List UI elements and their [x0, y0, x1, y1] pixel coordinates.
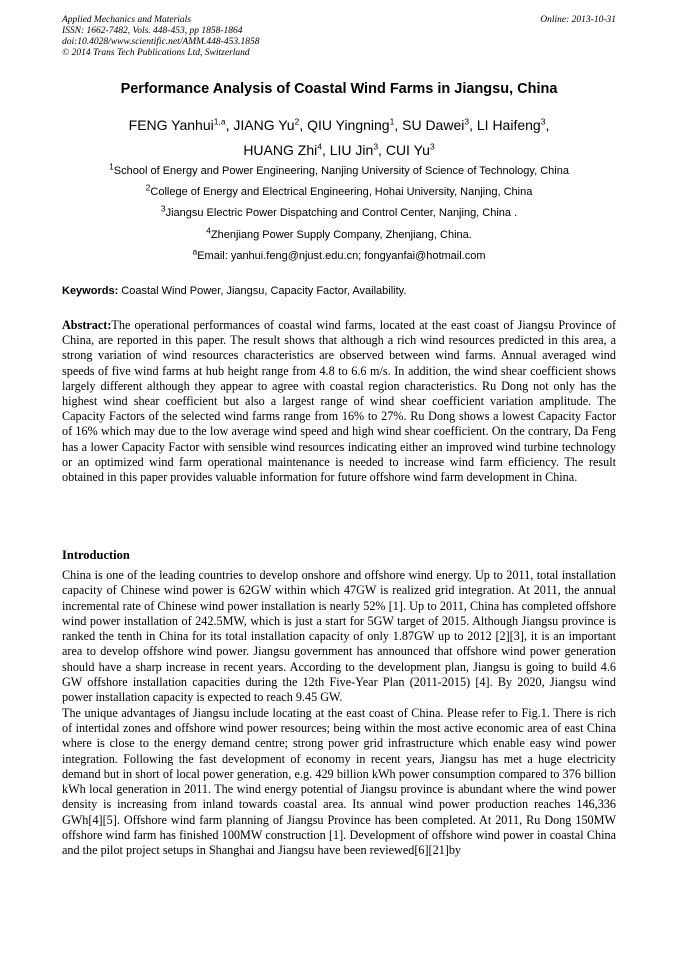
copyright-line: © 2014 Trans Tech Publications Ltd, Switzerland [62, 48, 250, 58]
author-line-2: HUANG Zhi$^4$, LIU Jin$^3$, CUI Yu$^3$ [243, 141, 435, 158]
affiliation-sup: 1 [109, 161, 114, 172]
author-sup: 4 [317, 141, 322, 152]
affiliation-3 [0, 203, 678, 219]
author-sup: 1 [389, 116, 395, 127]
affiliation-1 [0, 161, 678, 177]
journal-header [62, 15, 616, 59]
affiliation-text: School of Energy and Power Engineering, Nanjing University of Science of Technology, China [113, 165, 569, 177]
journal-name: Applied Mechanics and Materials [62, 15, 192, 25]
paper-title: Performance Analysis of Coastal Wind Farms in Jiangsu, China [120, 81, 558, 97]
paragraph: China is one of the leading countries to develop onshore and offshore wind energy. Up to 2011, total installation capacity of Chinese wind power is 62GW within which 47GW is realized grid integration. At 2011, the annual incremental rate of Chinese wind power installation is nearly 52% [1]. Up to 2011, China has completed offshore wind power installation of 242.5MW, which is just a start for 5GW target of 2015. Although Jiangsu province is ranked the tenth in China for its total installation capacity of only 1.87GW up to 2012 [2][3], it is an important area to develop offshore wind power. Jiangsu government has announced that offshore wind power generation should have a sharp increase in recent years. According to the development plan, Jiangsu is going to build 4.6 GW offshore installation capacities during the 12th Five-Year Plan (2011-2015) [4]. By 2020, Jiangsu wind power installation capacity is expected to reach 9.45 GW. [62, 568, 616, 705]
doi-line: doi:10.4028/www.scientific.net/AMM.448-453.1858 [62, 37, 260, 47]
affiliation-sup: 3 [160, 203, 166, 214]
keywords-label: Keywords: [62, 285, 119, 297]
issn-line: ISSN: 1662-7482, Vols. 448-453, pp 1858-1864 [62, 26, 243, 36]
author-name: SU Dawei [402, 117, 465, 133]
affiliation-text: Zhenjiang Power Supply Company, Zhenjiang, China. [210, 229, 472, 241]
section-heading-introduction: Introduction [62, 548, 130, 562]
author-sup: 3 [429, 141, 435, 152]
online-date: Online: 2013-10-31 [540, 15, 616, 25]
author-sup: 3 [464, 116, 470, 127]
author-name: JIANG Yu [233, 117, 295, 133]
affiliation-2 [0, 182, 678, 198]
affiliation-sup: 2 [145, 182, 151, 193]
author-name: FENG Yanhui [128, 117, 214, 133]
author-name: LIU Jin [329, 142, 374, 158]
keywords-text: Coastal Wind Power, Jiangsu, Capacity Factor, Availability. [118, 285, 407, 297]
keywords [62, 285, 616, 297]
author-line-1: FENG Yanhui$^{1,a}$, JIANG Yu$^2$, QIU Yingning$^1$, SU Dawei$^3$, LI Haifeng$^3$, [128, 116, 550, 133]
abstract-text: The operational performances of coastal wind farms, located at the east coast of Jiangsu Province of China, are reported in this paper. The result shows that although a rich wind resources predicted in this area, a strong variation of wind resources characteristics are observed between wind farms. Annual averaged wind speeds of five wind farms at hub height range from 4.8 to 6.6 m/s. In addition, the wind shear coefficient shows largely different although they appear to agree with coastal region characteristics. Ru Dong not only has the highest wind shear coefficient but also a largest range of wind shear coefficient variation amplitude. The Capacity Factors of the selected wind farms range from 16% to 27%. Ru Dong shows a lowest Capacity Factor of 16% which may due to the low average wind speed and high wind shear coefficient. On the contrary, Da Feng has a lower Capacity Factor with sensible wind resources indicating either an improved wind turbine technology or an optimized wind farm operational maintenance is needed to increase wind farm efficiency. The result obtained in this paper provides valuable information for future offshore wind farm development in China. [62, 318, 616, 485]
author-list [0, 113, 678, 163]
abstract [62, 318, 616, 485]
author-name: CUI Yu [385, 142, 430, 158]
paragraph: The unique advantages of Jiangsu include locating at the east coast of China. Please refer to Fig.1. There is rich of intertidal zones and offshore wind power resources; being within the most active economic area of east China where is close to the energy demand centre; strong power grid infrastructure which enable easy wind power integration. Following the fast development of economy in recent years, Jiangsu has met a huge electricity demand but in short of local power generation, e.g. 429 billion kWh power consumption compared to 376 billion kWh local generation in 2011. The wind energy potential of Jiangsu province is abundant where the wind power density is increasing from inland towards coastal area. Its annual wind power production reaches 146,336 GWh[4][5]. Offshore wind farm planning of Jiangsu Province has been completed. At 2011, Ru Dong 150MW offshore wind farm has finished 100MW construction [1]. Development of offshore wind power in coastal China and the pilot project setups in Shanghai and Jiangsu have been reviewed[6][21]by [62, 705, 616, 858]
author-name: HUANG Zhi [243, 142, 318, 158]
affiliation-text: College of Energy and Electrical Engineering, Hohai University, Nanjing, China [150, 186, 533, 198]
affiliation-email [0, 246, 678, 262]
affiliation-text: Jiangsu Electric Power Dispatching and Control Center, Nanjing, China . [165, 207, 518, 219]
author-sup: 3 [540, 116, 546, 127]
author-sup: 3 [373, 141, 379, 152]
affiliation-sup: 4 [206, 225, 211, 236]
affiliation-sup: a [192, 246, 198, 257]
author-name: QIU Yingning [307, 117, 390, 133]
introduction-body [62, 568, 616, 859]
author-sup: 2 [294, 116, 300, 127]
abstract-label: Abstract: [62, 318, 112, 332]
affiliation-4 [0, 225, 678, 241]
author-sup: 1,a [213, 116, 226, 127]
author-name: LI Haifeng [476, 117, 541, 133]
email-text: Email: yanhui.feng@njust.edu.cn; fongyanfai@hotmail.com [197, 250, 486, 262]
